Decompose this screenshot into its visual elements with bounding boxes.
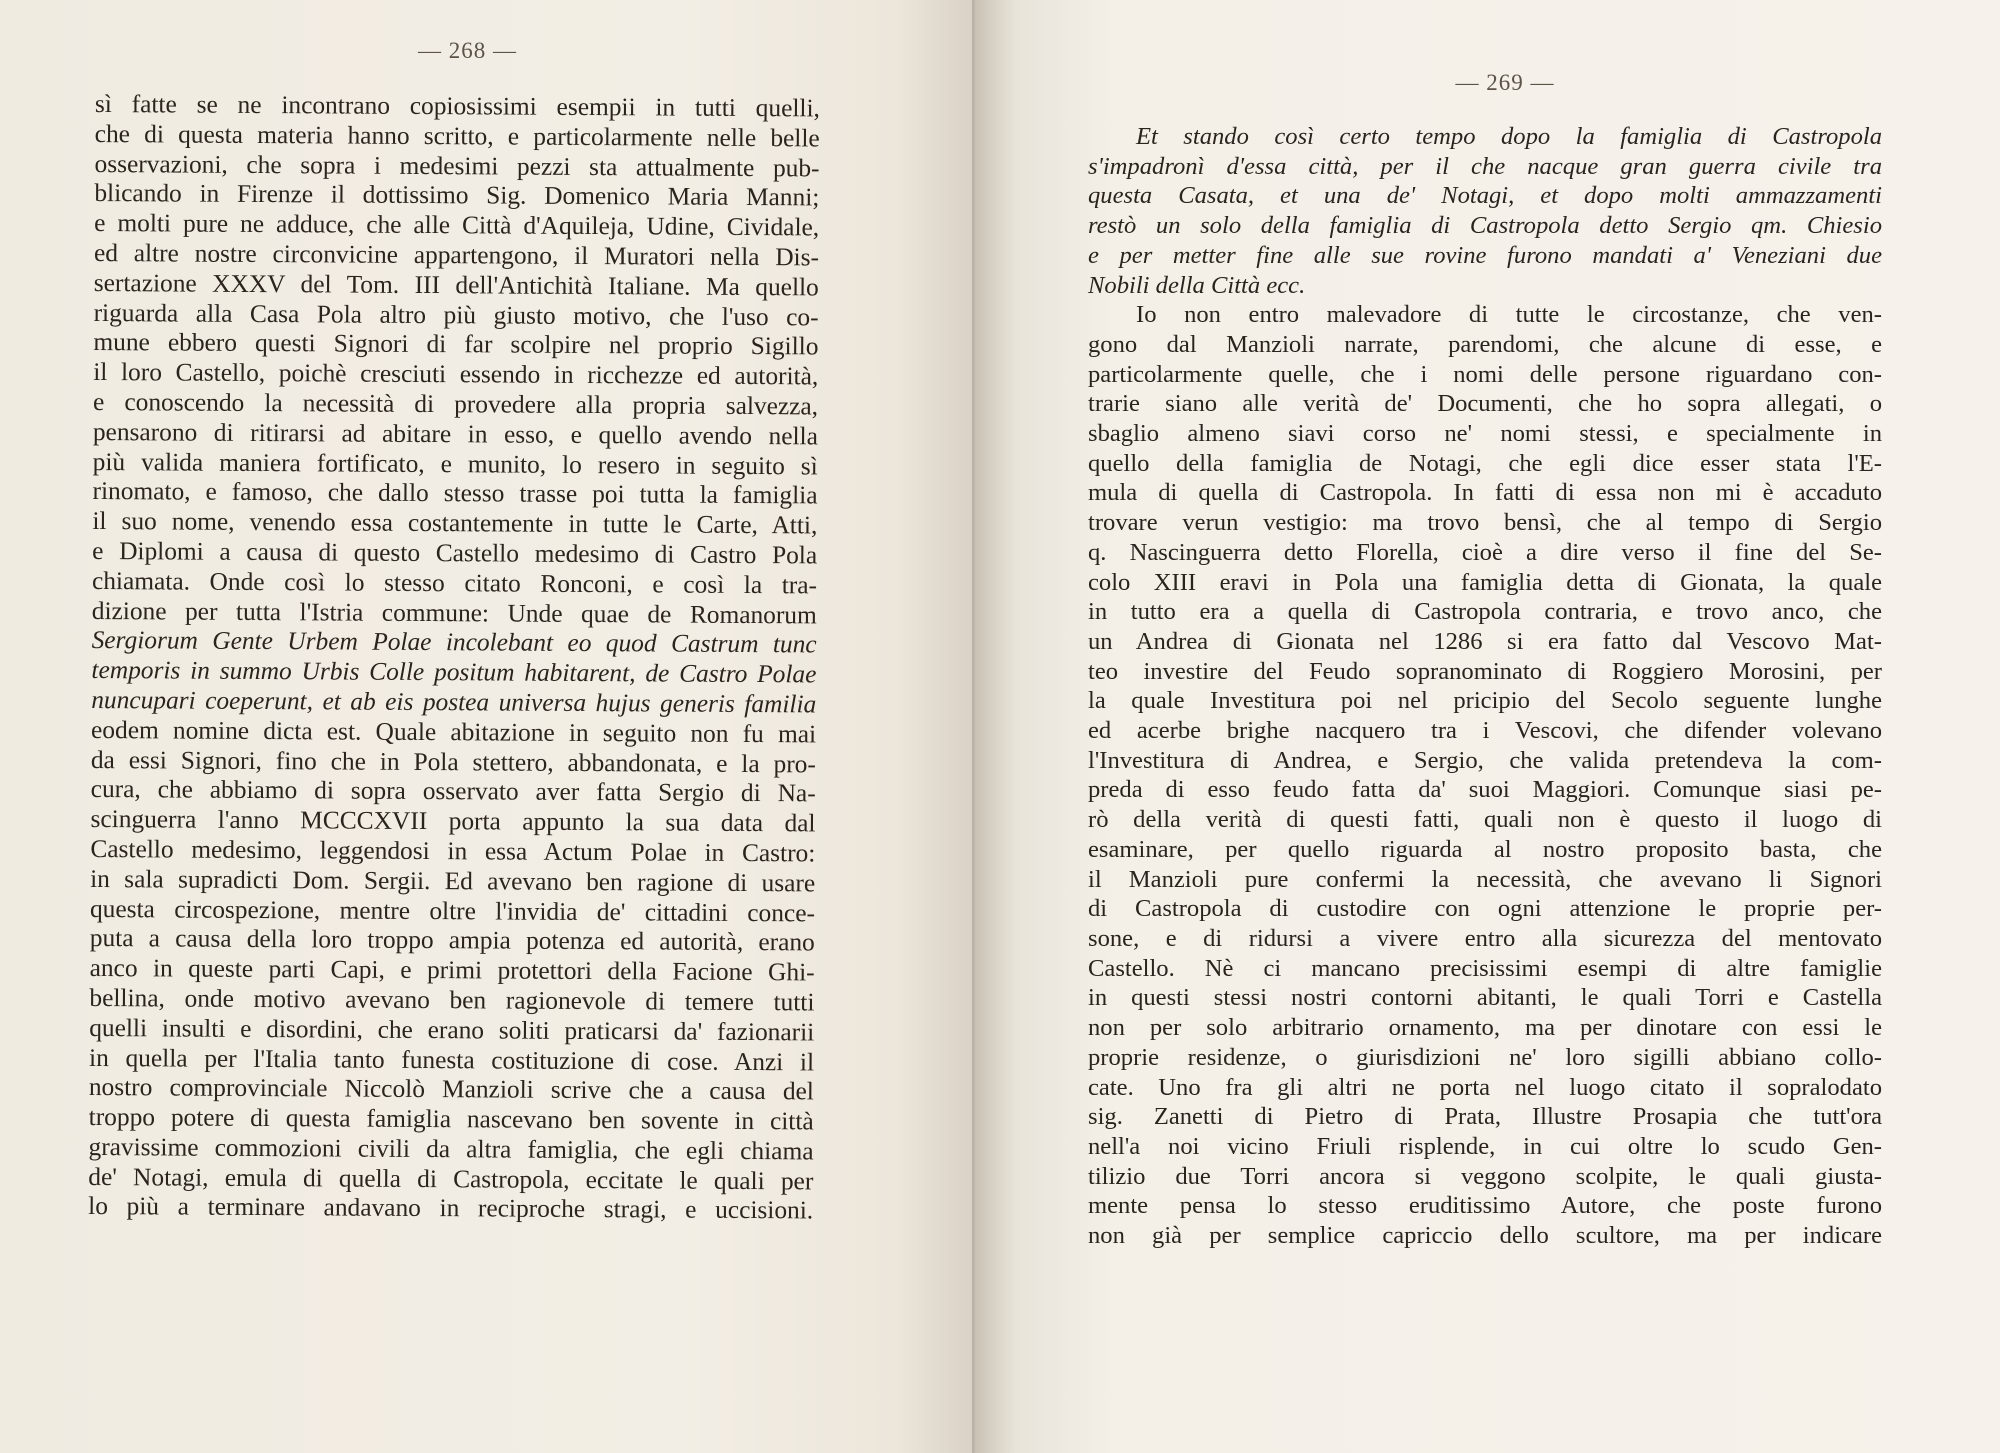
text-line: Castello. Nè ci mancano precisissimi esempi di altre famiglie bbox=[1088, 954, 1882, 982]
text-line: sì fatte se ne incontrano copiosissimi esempii in tutti quelli, bbox=[94, 90, 820, 123]
text-line: mune ebbero questi Signori di far scolpire nel proprio Sigillo bbox=[93, 328, 819, 361]
text-line: nell'a noi vicino Friuli risplende, in cui oltre lo scudo Gen- bbox=[1088, 1132, 1882, 1160]
text-line: quelli insulti e disordini, che erano soliti praticarsi da' fazionarii bbox=[89, 1013, 815, 1047]
text-line: rò della verità di questi fatti, quali non è questo il luogo di bbox=[1088, 806, 1882, 834]
text-line: trarie siano alle verità de' Documenti, che ho sopra allegati, o bbox=[1088, 390, 1882, 418]
text-line: de' Notagi, emula di quella di Castropola, eccitate le quali per bbox=[88, 1162, 814, 1196]
text-line: eodem nomine dicta est. Quale abitazione in seguito non fu mai bbox=[91, 715, 817, 749]
text-line: nostro comprovinciale Niccolò Manzioli scrive che a causa del bbox=[88, 1073, 814, 1106]
text-line: Castello medesimo, leggendosi in essa Actum Polae in Castro: bbox=[90, 834, 816, 868]
text-line: anco in queste parti Capi, e primi protettori della Facione Ghi- bbox=[89, 954, 815, 987]
text-line: gravissime commozioni civili da altra famiglia, che egli chiama bbox=[88, 1132, 814, 1166]
text-line: sone, e di ridursi a vivere entro alla sicurezza del mentovato bbox=[1088, 924, 1882, 952]
quote-line: s'impadronì d'essa città, per il che nacque gran guerra civile tra bbox=[1088, 152, 1882, 180]
text-line: rinomato, e famoso, che dallo stesso trasse poi tutta la famiglia bbox=[92, 477, 818, 510]
text-line: di Castropola di custodire con ogni attenzione le proprie per- bbox=[1088, 895, 1882, 923]
text-line: pensarono di ritirarsi ad abitare in esso, e quello avendo nella bbox=[92, 417, 818, 451]
text-line: cate. Uno fra gli altri ne porta nel luogo citato il sopralodato bbox=[1088, 1073, 1882, 1101]
text-line: cura, che abbiamo di sopra osservato aver fatta Sergio di Na- bbox=[90, 775, 816, 808]
text-line: Sergiorum Gente Urbem Polae incolebant eo quod Castrum tunc bbox=[91, 626, 817, 659]
text-line: il loro Castello, poichè cresciuti essendo in ricchezze ed autorità, bbox=[93, 358, 819, 391]
text-line: riguarda alla Casa Pola altro più giusto motivo, che l'uso co- bbox=[93, 298, 819, 332]
text-line: trovare verun vestigio: ma trovo bensì, che al tempo di Sergio bbox=[1088, 509, 1882, 537]
text-line: temporis in summo Urbis Colle positum habitarent, de Castro Polae bbox=[91, 656, 817, 689]
text-line: osservazioni, che sopra i medesimi pezzi sta attualmente pub- bbox=[94, 149, 820, 183]
text-line: in sala supradicti Dom. Sergii. Ed avevano ben ragione di usare bbox=[90, 864, 816, 898]
text-line: più valida maniera fortificato, e munito, lo resero in seguito sì bbox=[92, 447, 818, 480]
text-line: particolarmente quelle, che i nomi delle persone riguardano con- bbox=[1088, 360, 1882, 388]
text-line: q. Nascinguerra detto Florella, cioè a dire verso il fine del Se- bbox=[1088, 538, 1882, 566]
text-line: da essi Signori, fino che in Pola stettero, abbandonata, e la pro- bbox=[90, 745, 816, 778]
text-line: sertazione XXXV del Tom. III dell'Antichità Italiane. Ma quello bbox=[93, 268, 819, 302]
text-line: non per solo arbitrario ornamento, ma per dinotare con essi le bbox=[1088, 1014, 1882, 1042]
text-line: l'Investitura di Andrea, e Sergio, che valida pretendeva la com- bbox=[1088, 746, 1882, 774]
quote-line: restò un solo della famiglia di Castropola detto Sergio qm. Chiesio bbox=[1088, 212, 1882, 240]
text-line: troppo potere di questa famiglia nascevano ben sovente in città bbox=[88, 1103, 814, 1136]
quote-line: questa Casata, et una de' Notagi, et dopo molti ammazzamenti bbox=[1088, 182, 1882, 210]
text-line: e conoscendo la necessità di provedere alla propria salvezza, bbox=[93, 387, 819, 421]
text-line: il Manzioli pure confermi la necessità, che avevano li Signori bbox=[1088, 865, 1882, 893]
text-line: lo più a terminare andavano in reciproche stragi, e uccisioni. bbox=[88, 1192, 814, 1225]
text-line: in questi stessi nostri contorni abitanti, le quali Torri e Castella bbox=[1088, 984, 1882, 1012]
right-page-number: — 269 — bbox=[1455, 70, 1555, 95]
left-page-text bbox=[88, 90, 820, 1227]
text-line: puta a causa della loro troppo ampia potenza ed autorità, erano bbox=[89, 924, 815, 957]
text-line: teo investire del Feudo sopranominato di Roggiero Morosini, per bbox=[1088, 657, 1882, 685]
text-line: Io non entro malevadore di tutte le circostanze, che ven- bbox=[1136, 301, 1882, 329]
text-line: esaminare, per quello riguarda al nostro proposito basta, che bbox=[1088, 835, 1882, 863]
text-line: quello della famiglia de Notagi, che egli dice esser stata l'E- bbox=[1088, 449, 1882, 477]
text-line: non già per semplice capriccio dello scultore, ma per indicare bbox=[1088, 1222, 1882, 1250]
right-page bbox=[975, 0, 2000, 1453]
quote-line: e per metter fine alle sue rovine furono mandati a' Veneziani due bbox=[1088, 241, 1882, 269]
text-line: in tutto era a quella di Castropola contraria, e trovo anco, che bbox=[1088, 598, 1882, 626]
text-line: proprie residenze, o giurisdizioni ne' loro sigilli abbiano collo- bbox=[1088, 1043, 1882, 1071]
left-page-number: — 268 — bbox=[418, 38, 517, 63]
text-line: un Andrea di Gionata nel 1286 si era fatto dal Vescovo Mat- bbox=[1088, 627, 1882, 655]
text-line: ed altre nostre circonvicine appartengono, il Muratori nella Dis- bbox=[93, 238, 820, 272]
right-page-text bbox=[1088, 122, 1882, 1251]
left-page bbox=[0, 0, 975, 1453]
text-line: e Diplomi a causa di questo Castello medesimo di Castro Pola bbox=[92, 536, 818, 570]
quote-line: Et stando così certo tempo dopo la famiglia di Castropola bbox=[1136, 123, 1882, 150]
text-line: sbaglio almeno siavi corso ne' nomi stessi, e specialmente in bbox=[1088, 420, 1882, 448]
text-line: la quale Investitura poi nel pricipio del Secolo seguente lunghe bbox=[1088, 687, 1882, 715]
text-line: gono dal Manzioli narrate, parendomi, che alcune di esse, e bbox=[1088, 330, 1882, 358]
text-line: in quella per l'Italia tanto funesta costituzione di cose. Anzi il bbox=[89, 1043, 815, 1076]
text-line: e molti pure ne adduce, che alle Città d'Aquileja, Udine, Cividale, bbox=[94, 209, 820, 242]
text-line: questa circospezione, mentre oltre l'invidia de' cittadini conce- bbox=[89, 894, 816, 927]
text-line: il suo nome, venendo essa costantemente in tutte le Carte, Atti, bbox=[92, 507, 818, 540]
text-line: dizione per tutta l'Istria commune: Unde quae de Romanorum bbox=[91, 596, 817, 629]
text-line: preda di esso feudo fatta da' suoi Maggiori. Comunque siasi pe- bbox=[1088, 776, 1882, 804]
text-line: sig. Zanetti di Pietro di Prata, Illustre Prosapia che tutt'ora bbox=[1088, 1103, 1882, 1131]
text-line: blicando in Firenze il dottissimo Sig. Domenico Maria Manni; bbox=[94, 179, 820, 212]
text-line: mula di quella di Castropola. In fatti di essa non mi è accaduto bbox=[1088, 479, 1882, 507]
text-line: scinguerra l'anno MCCCXVII porta appunto la sua data dal bbox=[90, 805, 816, 838]
text-line: colo XIII eravi in Pola una famiglia detta di Gionata, la quale bbox=[1088, 568, 1882, 596]
text-line: nuncupari coeperunt, et ab eis postea universa hujus generis familia bbox=[91, 685, 817, 719]
text-line: che di questa materia hanno scritto, e particolarmente nelle belle bbox=[94, 119, 820, 153]
text-line: bellina, onde motivo avevano ben ragionevole di temere tutti bbox=[89, 983, 815, 1017]
text-line: tilizio due Torri ancora si veggono scolpite, le quali giusta- bbox=[1088, 1162, 1882, 1190]
text-line: ed acerbe brighe nacquero tra i Vescovi, che difender volevano bbox=[1088, 717, 1882, 745]
quote-line: Nobili della Città ecc. bbox=[1088, 271, 1306, 299]
text-line: mente pensa lo stesso eruditissimo Autore, che poste furono bbox=[1088, 1192, 1882, 1220]
text-line: chiamata. Onde così lo stesso citato Ronconi, e così la tra- bbox=[91, 566, 818, 600]
